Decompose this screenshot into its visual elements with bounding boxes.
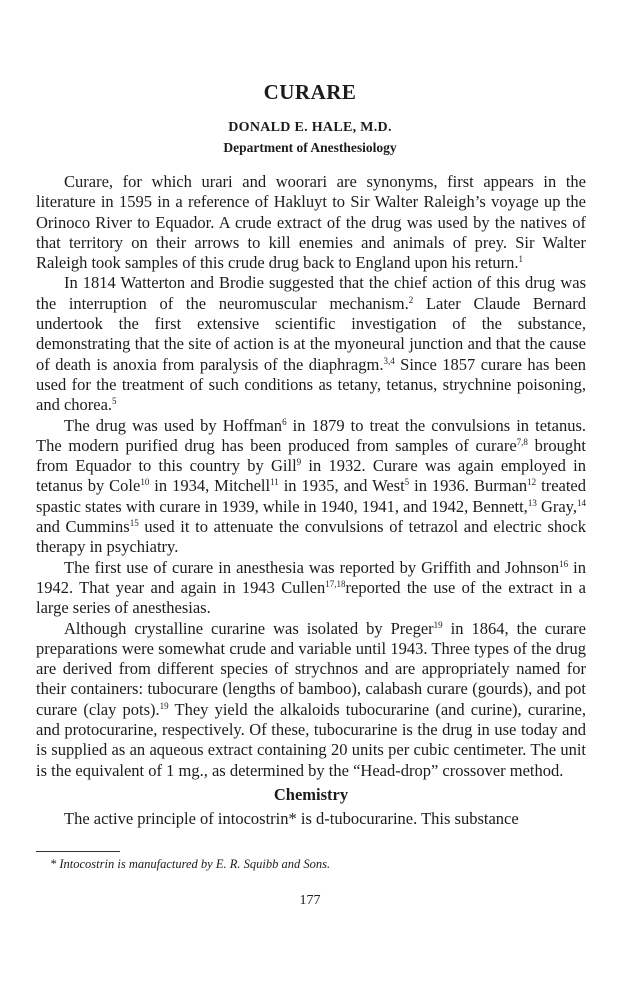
ref-superscript: 14 — [576, 497, 586, 508]
paragraph-6: The active principle of intocostrin* is d-tubocurarine. This substance — [64, 809, 519, 829]
p3-text-7: in 1936. Burman — [409, 476, 528, 496]
p3-text-1: The drug was used by Hoffman — [64, 415, 283, 435]
ref-superscript: 3,4 — [383, 355, 395, 366]
p3-text-6: in 1935, and West — [278, 476, 405, 496]
p2-text-2: Later Claude Bernard undertook the first extensive scientific investigation of the substance, demonstrating that the site of action is at the myoneural junction and that the cause of death is anoxia from paralysis of the diaphragm. — [36, 293, 587, 374]
paragraph-2 — [36, 273, 586, 415]
ref-superscript: 10 — [140, 477, 150, 488]
p2-text-1: In 1814 Watterton and Brodie suggested that the chief action of this drug was the interruption of the neuromuscular mechanism. — [36, 273, 586, 313]
ref-superscript: 6 — [282, 416, 287, 427]
p3-text-10: and Cummins — [36, 517, 130, 537]
p3-text-11: used it to attenuate the convulsions of tetrazol and electric shock therapy in psychiatry. — [36, 517, 586, 557]
p5-text-2: in 1864, the curare preparations were somewhat crude and variable until 1943. Three types of the drug are derived from different species of strychnos and are appropriately named for their containers: tubocurare (lengths of bamboo), calabash curare (gourds), and pot curare (clay pots). — [36, 618, 586, 719]
ref-superscript: 5 — [404, 477, 410, 488]
p5-text-3: They yield the alkaloids tubocurarine (and curine), curarine, and protocurarine, respectively. Of these, tubocurarine is the drug in use today and is supplied as an aqueous extract containing 20 units per cubic centimeter. The unit is the equivalent of 1 mg., as determined by the “Head-drop” crossover method. — [36, 699, 586, 780]
p3-text-2: in 1879 to treat the convulsions in tetanus. The modern purified drug has been produced from samples of curare — [36, 415, 586, 455]
footnote-divider — [36, 851, 120, 852]
ref-superscript: 5 — [112, 396, 117, 407]
ref-superscript: 13 — [527, 497, 537, 508]
article-title: CURARE — [263, 80, 357, 104]
p5-text-1: Although crystalline curarine was isolated by Preger — [64, 618, 434, 638]
ref-superscript: 16 — [559, 558, 569, 569]
paragraph-3 — [36, 416, 586, 558]
paragraph-4 — [36, 558, 586, 619]
ref-superscript: 9 — [296, 457, 302, 468]
p4-text-1: The first use of curare in anesthesia was reported by Griffith and Johnson — [64, 557, 560, 577]
p3-text-5: in 1934, Mitchell — [149, 476, 271, 496]
p2-text-3: Since 1857 curare has been used for the treatment of such conditions as tetany, tetanus, strychnine poisoning, and chorea. — [36, 354, 587, 415]
author-department: Department of Anesthesiology — [223, 140, 397, 155]
p3-text-4: in 1932. Curare was again employed in tetanus by Cole — [36, 456, 586, 496]
ref-superscript: 1 — [518, 254, 524, 265]
ref-superscript: 17,18 — [325, 578, 346, 589]
paragraph-1 — [36, 172, 586, 273]
ref-superscript: 12 — [527, 477, 537, 488]
page-number: 177 — [299, 893, 321, 908]
ref-superscript: 7,8 — [516, 436, 528, 447]
ref-superscript: 2 — [408, 294, 414, 305]
footnote: * Intocostrin is manufactured by E. R. Squibb and Sons. — [50, 857, 331, 871]
p3-text-8: treated spastic states with curare in 1939, while in 1940, 1941, and 1942, Bennett, — [36, 476, 586, 516]
p4-text-2: in 1942. That year and again in 1943 Cullen — [36, 557, 586, 597]
p3-text-3: brought from Equador to this country by Gill — [36, 435, 586, 476]
paragraph-5 — [36, 619, 586, 781]
ref-superscript: 19 — [433, 619, 443, 630]
ref-superscript: 15 — [129, 518, 139, 529]
p3-text-9: Gray, — [536, 496, 577, 516]
p1-text: Curare, for which urari and woorari are synonyms, first appears in the literature in 1595 in a reference of Hakluyt to Sir Walter Raleigh’s voyage up the Orinoco River to Equador. A crude extract of the drug was used by the natives of that territory on their arrows to kill enemies and animals of prey. Sir Walter Raleigh took samples of this crude drug back to England upon his return. — [36, 172, 586, 273]
ref-superscript: 11 — [270, 477, 279, 488]
author-name: DONALD E. HALE, M.D. — [228, 120, 392, 135]
article-body — [36, 172, 586, 830]
ref-superscript: 19 — [159, 700, 169, 711]
section-heading-chemistry: Chemistry — [273, 784, 349, 804]
p4-text-3: reported the use of the extract in a large series of anesthesias. — [36, 577, 586, 618]
